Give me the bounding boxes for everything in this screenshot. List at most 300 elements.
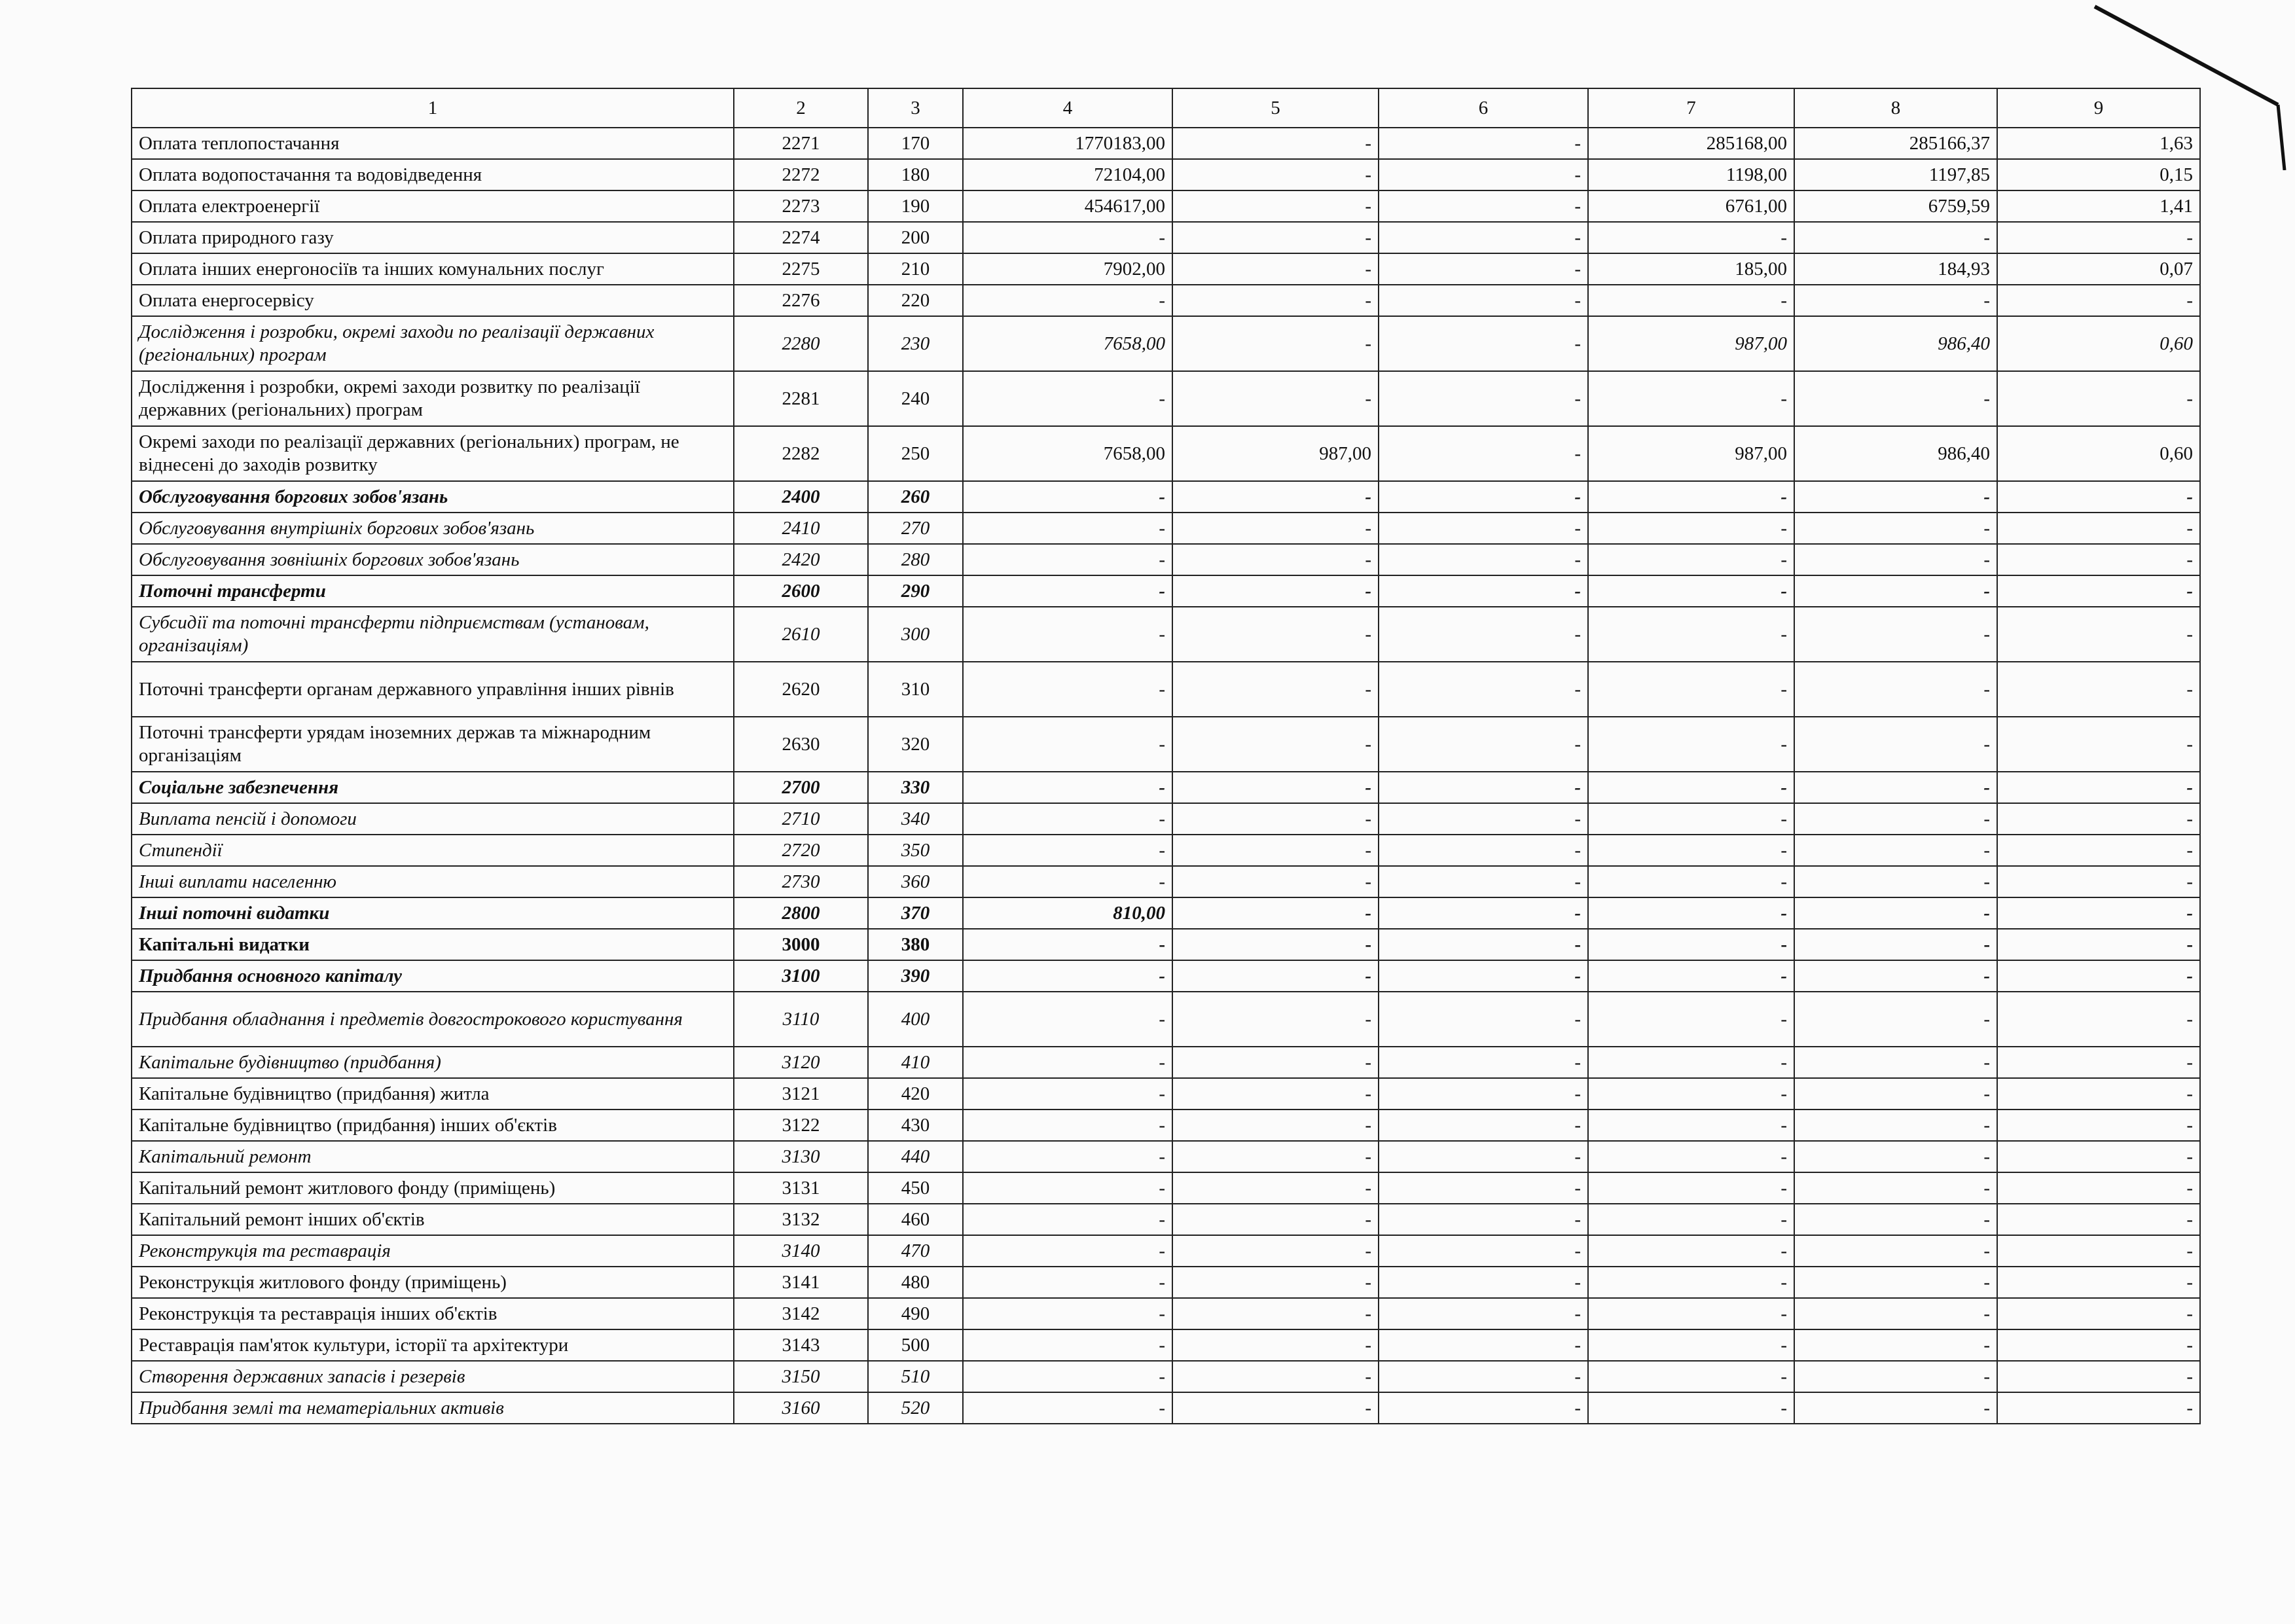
value-cell-col7: - — [1588, 717, 1794, 772]
table-row — [132, 513, 2200, 544]
economic-code-cell: 3140 — [734, 1235, 868, 1267]
value-cell-col5: - — [1172, 481, 1379, 513]
line-code-cell: 220 — [868, 285, 963, 316]
value-cell-col9: - — [1997, 1172, 2200, 1204]
value-cell-col9: - — [1997, 575, 2200, 607]
value-cell-col4: - — [963, 1078, 1172, 1110]
table-row — [132, 960, 2200, 992]
row-name-cell: Капітальне будівництво (придбання) — [132, 1047, 734, 1078]
value-cell-col7: - — [1588, 772, 1794, 803]
value-cell-col8: - — [1794, 897, 1997, 929]
value-cell-col9: - — [1997, 717, 2200, 772]
value-cell-col6: - — [1379, 544, 1588, 575]
value-cell-col4: 810,00 — [963, 897, 1172, 929]
value-cell-col8: - — [1794, 607, 1997, 662]
value-cell-col4: - — [963, 960, 1172, 992]
value-cell-col4: - — [963, 1329, 1172, 1361]
economic-code-cell: 2272 — [734, 159, 868, 190]
value-cell-col7: - — [1588, 607, 1794, 662]
value-cell-col6: - — [1379, 1078, 1588, 1110]
table-row — [132, 897, 2200, 929]
value-cell-col5: - — [1172, 513, 1379, 544]
value-cell-col7: - — [1588, 992, 1794, 1047]
value-cell-col8: - — [1794, 1392, 1997, 1424]
value-cell-col4: - — [963, 544, 1172, 575]
value-cell-col6: - — [1379, 929, 1588, 960]
value-cell-col4: - — [963, 285, 1172, 316]
column-header: 5 — [1172, 88, 1379, 128]
economic-code-cell: 2273 — [734, 190, 868, 222]
value-cell-col9: - — [1997, 772, 2200, 803]
value-cell-col8: - — [1794, 717, 1997, 772]
line-code-cell: 310 — [868, 662, 963, 717]
value-cell-col4: - — [963, 1204, 1172, 1235]
value-cell-col7: - — [1588, 1329, 1794, 1361]
value-cell-col5: - — [1172, 662, 1379, 717]
line-code-cell: 450 — [868, 1172, 963, 1204]
table-row — [132, 717, 2200, 772]
line-code-cell: 520 — [868, 1392, 963, 1424]
economic-code-cell: 2610 — [734, 607, 868, 662]
value-cell-col9: - — [1997, 544, 2200, 575]
value-cell-col7: - — [1588, 513, 1794, 544]
value-cell-col6: - — [1379, 1141, 1588, 1172]
value-cell-col6: - — [1379, 1047, 1588, 1078]
value-cell-col4: - — [963, 1392, 1172, 1424]
table-row — [132, 1267, 2200, 1298]
line-code-cell: 470 — [868, 1235, 963, 1267]
value-cell-col6: - — [1379, 128, 1588, 159]
value-cell-col6: - — [1379, 960, 1588, 992]
value-cell-col9: - — [1997, 1110, 2200, 1141]
row-name-cell: Реконструкція та реставрація — [132, 1235, 734, 1267]
table-row — [132, 426, 2200, 481]
line-code-cell: 260 — [868, 481, 963, 513]
value-cell-col4: - — [963, 772, 1172, 803]
economic-code-cell: 2274 — [734, 222, 868, 253]
line-code-cell: 190 — [868, 190, 963, 222]
value-cell-col9: - — [1997, 513, 2200, 544]
value-cell-col5: - — [1172, 929, 1379, 960]
column-header: 1 — [132, 88, 734, 128]
line-code-cell: 480 — [868, 1267, 963, 1298]
value-cell-col8: - — [1794, 960, 1997, 992]
row-name-cell: Субсидії та поточні трансферти підприємствам (установам, організаціям) — [132, 607, 734, 662]
value-cell-col8: - — [1794, 285, 1997, 316]
line-code-cell: 390 — [868, 960, 963, 992]
economic-code-cell: 2630 — [734, 717, 868, 772]
value-cell-col4: - — [963, 1141, 1172, 1172]
value-cell-col5: - — [1172, 835, 1379, 866]
value-cell-col7: - — [1588, 929, 1794, 960]
value-cell-col6: - — [1379, 897, 1588, 929]
value-cell-col9: - — [1997, 835, 2200, 866]
value-cell-col5: - — [1172, 803, 1379, 835]
economic-code-cell: 3120 — [734, 1047, 868, 1078]
table-row — [132, 1141, 2200, 1172]
value-cell-col7: - — [1588, 544, 1794, 575]
value-cell-col4: - — [963, 1110, 1172, 1141]
value-cell-col4: - — [963, 222, 1172, 253]
line-code-cell: 340 — [868, 803, 963, 835]
value-cell-col5: - — [1172, 1047, 1379, 1078]
value-cell-col8: 986,40 — [1794, 426, 1997, 481]
value-cell-col5: - — [1172, 575, 1379, 607]
value-cell-col6: - — [1379, 662, 1588, 717]
economic-code-cell: 2271 — [734, 128, 868, 159]
value-cell-col4: - — [963, 607, 1172, 662]
line-code-cell: 200 — [868, 222, 963, 253]
line-code-cell: 180 — [868, 159, 963, 190]
value-cell-col6: - — [1379, 772, 1588, 803]
value-cell-col5: - — [1172, 960, 1379, 992]
economic-code-cell: 3132 — [734, 1204, 868, 1235]
value-cell-col7: - — [1588, 866, 1794, 897]
value-cell-col4: - — [963, 1172, 1172, 1204]
value-cell-col8: - — [1794, 1267, 1997, 1298]
value-cell-col8: - — [1794, 866, 1997, 897]
value-cell-col7: - — [1588, 897, 1794, 929]
value-cell-col7: 6761,00 — [1588, 190, 1794, 222]
economic-code-cell: 3122 — [734, 1110, 868, 1141]
value-cell-col4: - — [963, 481, 1172, 513]
value-cell-col5: - — [1172, 1298, 1379, 1329]
value-cell-col5: - — [1172, 1392, 1379, 1424]
line-code-cell: 360 — [868, 866, 963, 897]
economic-code-cell: 2275 — [734, 253, 868, 285]
table-row — [132, 1172, 2200, 1204]
table-row — [132, 866, 2200, 897]
value-cell-col4: - — [963, 1267, 1172, 1298]
table-row — [132, 159, 2200, 190]
value-cell-col7: - — [1588, 1361, 1794, 1392]
value-cell-col6: - — [1379, 426, 1588, 481]
row-name-cell: Капітальні видатки — [132, 929, 734, 960]
budget-report-table — [131, 88, 2201, 1424]
value-cell-col9: - — [1997, 1361, 2200, 1392]
row-name-cell: Капітальний ремонт житлового фонду (приміщень) — [132, 1172, 734, 1204]
column-header: 9 — [1997, 88, 2200, 128]
value-cell-col8: - — [1794, 1047, 1997, 1078]
value-cell-col7: - — [1588, 222, 1794, 253]
economic-code-cell: 2276 — [734, 285, 868, 316]
value-cell-col4: - — [963, 1235, 1172, 1267]
value-cell-col8: - — [1794, 371, 1997, 426]
value-cell-col9: - — [1997, 1141, 2200, 1172]
value-cell-col7: 185,00 — [1588, 253, 1794, 285]
value-cell-col4: 7658,00 — [963, 426, 1172, 481]
value-cell-col8: - — [1794, 835, 1997, 866]
line-code-cell: 490 — [868, 1298, 963, 1329]
table-row — [132, 1204, 2200, 1235]
row-name-cell: Дослідження і розробки, окремі заходи розвитку по реалізації державних (регіональних) програм — [132, 371, 734, 426]
value-cell-col8: - — [1794, 1172, 1997, 1204]
value-cell-col9: 0,15 — [1997, 159, 2200, 190]
value-cell-col4: 7902,00 — [963, 253, 1172, 285]
value-cell-col6: - — [1379, 1172, 1588, 1204]
value-cell-col8: - — [1794, 222, 1997, 253]
value-cell-col4: 1770183,00 — [963, 128, 1172, 159]
value-cell-col5: - — [1172, 544, 1379, 575]
value-cell-col9: - — [1997, 1392, 2200, 1424]
economic-code-cell: 3143 — [734, 1329, 868, 1361]
table-row — [132, 128, 2200, 159]
value-cell-col5: - — [1172, 285, 1379, 316]
row-name-cell: Придбання основного капіталу — [132, 960, 734, 992]
economic-code-cell: 3100 — [734, 960, 868, 992]
value-cell-col4: - — [963, 662, 1172, 717]
row-name-cell: Капітальне будівництво (придбання) житла — [132, 1078, 734, 1110]
value-cell-col7: - — [1588, 1298, 1794, 1329]
value-cell-col8: - — [1794, 803, 1997, 835]
value-cell-col7: 1198,00 — [1588, 159, 1794, 190]
table-row — [132, 371, 2200, 426]
line-code-cell: 250 — [868, 426, 963, 481]
row-name-cell: Реконструкція житлового фонду (приміщень) — [132, 1267, 734, 1298]
value-cell-col9: - — [1997, 1204, 2200, 1235]
value-cell-col5: - — [1172, 1361, 1379, 1392]
value-cell-col5: - — [1172, 1078, 1379, 1110]
value-cell-col9: 0,60 — [1997, 426, 2200, 481]
value-cell-col4: - — [963, 992, 1172, 1047]
line-code-cell: 400 — [868, 992, 963, 1047]
value-cell-col9: - — [1997, 285, 2200, 316]
row-name-cell: Поточні трансферти урядам іноземних держав та міжнародним організаціям — [132, 717, 734, 772]
value-cell-col6: - — [1379, 717, 1588, 772]
table-row — [132, 1392, 2200, 1424]
value-cell-col6: - — [1379, 1329, 1588, 1361]
line-code-cell: 280 — [868, 544, 963, 575]
value-cell-col6: - — [1379, 481, 1588, 513]
value-cell-col9: - — [1997, 1298, 2200, 1329]
line-code-cell: 320 — [868, 717, 963, 772]
value-cell-col7: - — [1588, 960, 1794, 992]
value-cell-col8: - — [1794, 1204, 1997, 1235]
line-code-cell: 380 — [868, 929, 963, 960]
value-cell-col4: - — [963, 575, 1172, 607]
value-cell-col8: - — [1794, 1361, 1997, 1392]
value-cell-col7: - — [1588, 1141, 1794, 1172]
row-name-cell: Створення державних запасів і резервів — [132, 1361, 734, 1392]
value-cell-col8: - — [1794, 1298, 1997, 1329]
table-row — [132, 929, 2200, 960]
row-name-cell: Оплата інших енергоносіїв та інших комунальних послуг — [132, 253, 734, 285]
value-cell-col8: - — [1794, 481, 1997, 513]
table-row — [132, 1235, 2200, 1267]
economic-code-cell: 3121 — [734, 1078, 868, 1110]
value-cell-col6: - — [1379, 513, 1588, 544]
economic-code-cell: 3000 — [734, 929, 868, 960]
value-cell-col8: - — [1794, 1235, 1997, 1267]
value-cell-col7: - — [1588, 1235, 1794, 1267]
value-cell-col9: 0,07 — [1997, 253, 2200, 285]
line-code-cell: 510 — [868, 1361, 963, 1392]
line-code-cell: 210 — [868, 253, 963, 285]
value-cell-col6: - — [1379, 866, 1588, 897]
line-code-cell: 460 — [868, 1204, 963, 1235]
table-row — [132, 222, 2200, 253]
value-cell-col4: - — [963, 513, 1172, 544]
value-cell-col6: - — [1379, 1235, 1588, 1267]
value-cell-col8: - — [1794, 1141, 1997, 1172]
value-cell-col7: - — [1588, 371, 1794, 426]
row-name-cell: Інші поточні видатки — [132, 897, 734, 929]
line-code-cell: 370 — [868, 897, 963, 929]
value-cell-col8: 285166,37 — [1794, 128, 1997, 159]
value-cell-col9: - — [1997, 607, 2200, 662]
table-row — [132, 316, 2200, 371]
column-header: 3 — [868, 88, 963, 128]
economic-code-cell: 2710 — [734, 803, 868, 835]
value-cell-col7: - — [1588, 835, 1794, 866]
row-name-cell: Оплата водопостачання та водовідведення — [132, 159, 734, 190]
value-cell-col8: 6759,59 — [1794, 190, 1997, 222]
column-header: 7 — [1588, 88, 1794, 128]
table-row — [132, 481, 2200, 513]
value-cell-col4: - — [963, 929, 1172, 960]
economic-code-cell: 2280 — [734, 316, 868, 371]
value-cell-col5: - — [1172, 717, 1379, 772]
economic-code-cell: 3131 — [734, 1172, 868, 1204]
row-name-cell: Оплата теплопостачання — [132, 128, 734, 159]
value-cell-col5: - — [1172, 1141, 1379, 1172]
row-name-cell: Обслуговування внутрішніх боргових зобов'язань — [132, 513, 734, 544]
line-code-cell: 240 — [868, 371, 963, 426]
economic-code-cell: 2281 — [734, 371, 868, 426]
value-cell-col9: - — [1997, 803, 2200, 835]
line-code-cell: 430 — [868, 1110, 963, 1141]
row-name-cell: Соціальне забезпечення — [132, 772, 734, 803]
value-cell-col6: - — [1379, 575, 1588, 607]
value-cell-col8: - — [1794, 544, 1997, 575]
line-code-cell: 410 — [868, 1047, 963, 1078]
value-cell-col5: - — [1172, 316, 1379, 371]
economic-code-cell: 2800 — [734, 897, 868, 929]
value-cell-col8: - — [1794, 1329, 1997, 1361]
value-cell-col9: 1,63 — [1997, 128, 2200, 159]
value-cell-col8: - — [1794, 1110, 1997, 1141]
value-cell-col6: - — [1379, 1267, 1588, 1298]
economic-code-cell: 3160 — [734, 1392, 868, 1424]
row-name-cell: Капітальний ремонт — [132, 1141, 734, 1172]
value-cell-col5: - — [1172, 1204, 1379, 1235]
value-cell-col7: 987,00 — [1588, 426, 1794, 481]
row-name-cell: Реконструкція та реставрація інших об'єктів — [132, 1298, 734, 1329]
value-cell-col6: - — [1379, 222, 1588, 253]
value-cell-col9: - — [1997, 897, 2200, 929]
table-row — [132, 772, 2200, 803]
value-cell-col7: - — [1588, 285, 1794, 316]
value-cell-col5: - — [1172, 222, 1379, 253]
value-cell-col4: - — [963, 371, 1172, 426]
value-cell-col7: - — [1588, 481, 1794, 513]
row-name-cell: Капітальне будівництво (придбання) інших об'єктів — [132, 1110, 734, 1141]
value-cell-col8: - — [1794, 1078, 1997, 1110]
value-cell-col7: - — [1588, 803, 1794, 835]
table-row — [132, 544, 2200, 575]
value-cell-col5: - — [1172, 190, 1379, 222]
economic-code-cell: 2400 — [734, 481, 868, 513]
economic-code-cell: 2282 — [734, 426, 868, 481]
row-name-cell: Придбання землі та нематеріальних активів — [132, 1392, 734, 1424]
value-cell-col5: - — [1172, 866, 1379, 897]
value-cell-col5: - — [1172, 1110, 1379, 1141]
value-cell-col4: - — [963, 803, 1172, 835]
value-cell-col9: - — [1997, 992, 2200, 1047]
row-name-cell: Реставрація пам'яток культури, історії та архітектури — [132, 1329, 734, 1361]
value-cell-col9: - — [1997, 371, 2200, 426]
table-row — [132, 803, 2200, 835]
value-cell-col6: - — [1379, 835, 1588, 866]
value-cell-col6: - — [1379, 1110, 1588, 1141]
row-name-cell: Окремі заходи по реалізації державних (регіональних) програм, не віднесені до заходів розвитку — [132, 426, 734, 481]
line-code-cell: 420 — [868, 1078, 963, 1110]
economic-code-cell: 3130 — [734, 1141, 868, 1172]
row-name-cell: Інші виплати населенню — [132, 866, 734, 897]
economic-code-cell: 2600 — [734, 575, 868, 607]
value-cell-col5: - — [1172, 1235, 1379, 1267]
value-cell-col5: - — [1172, 1329, 1379, 1361]
value-cell-col9: - — [1997, 662, 2200, 717]
economic-code-cell: 2730 — [734, 866, 868, 897]
table-row — [132, 607, 2200, 662]
row-name-cell: Стипендії — [132, 835, 734, 866]
value-cell-col6: - — [1379, 992, 1588, 1047]
economic-code-cell: 2720 — [734, 835, 868, 866]
value-cell-col7: 987,00 — [1588, 316, 1794, 371]
value-cell-col9: 1,41 — [1997, 190, 2200, 222]
table-body — [132, 128, 2200, 1424]
value-cell-col7: - — [1588, 1078, 1794, 1110]
table-row — [132, 1047, 2200, 1078]
value-cell-col4: 7658,00 — [963, 316, 1172, 371]
value-cell-col4: - — [963, 1298, 1172, 1329]
value-cell-col7: 285168,00 — [1588, 128, 1794, 159]
economic-code-cell: 3110 — [734, 992, 868, 1047]
table-row — [132, 253, 2200, 285]
value-cell-col4: - — [963, 835, 1172, 866]
value-cell-col4: - — [963, 1047, 1172, 1078]
value-cell-col9: - — [1997, 481, 2200, 513]
column-header: 6 — [1379, 88, 1588, 128]
value-cell-col8: - — [1794, 662, 1997, 717]
line-code-cell: 290 — [868, 575, 963, 607]
line-code-cell: 330 — [868, 772, 963, 803]
table-row — [132, 1329, 2200, 1361]
value-cell-col9: 0,60 — [1997, 316, 2200, 371]
value-cell-col5: 987,00 — [1172, 426, 1379, 481]
value-cell-col5: - — [1172, 897, 1379, 929]
column-header: 4 — [963, 88, 1172, 128]
row-name-cell: Оплата природного газу — [132, 222, 734, 253]
value-cell-col8: - — [1794, 772, 1997, 803]
value-cell-col6: - — [1379, 159, 1588, 190]
value-cell-col6: - — [1379, 1361, 1588, 1392]
line-code-cell: 170 — [868, 128, 963, 159]
line-code-cell: 230 — [868, 316, 963, 371]
table-row — [132, 190, 2200, 222]
line-code-cell: 270 — [868, 513, 963, 544]
value-cell-col8: - — [1794, 575, 1997, 607]
table-row — [132, 662, 2200, 717]
value-cell-col6: - — [1379, 607, 1588, 662]
value-cell-col6: - — [1379, 190, 1588, 222]
value-cell-col5: - — [1172, 1172, 1379, 1204]
value-cell-col5: - — [1172, 992, 1379, 1047]
value-cell-col5: - — [1172, 371, 1379, 426]
row-name-cell: Обслуговування зовнішніх боргових зобов'язань — [132, 544, 734, 575]
value-cell-col7: - — [1588, 1392, 1794, 1424]
